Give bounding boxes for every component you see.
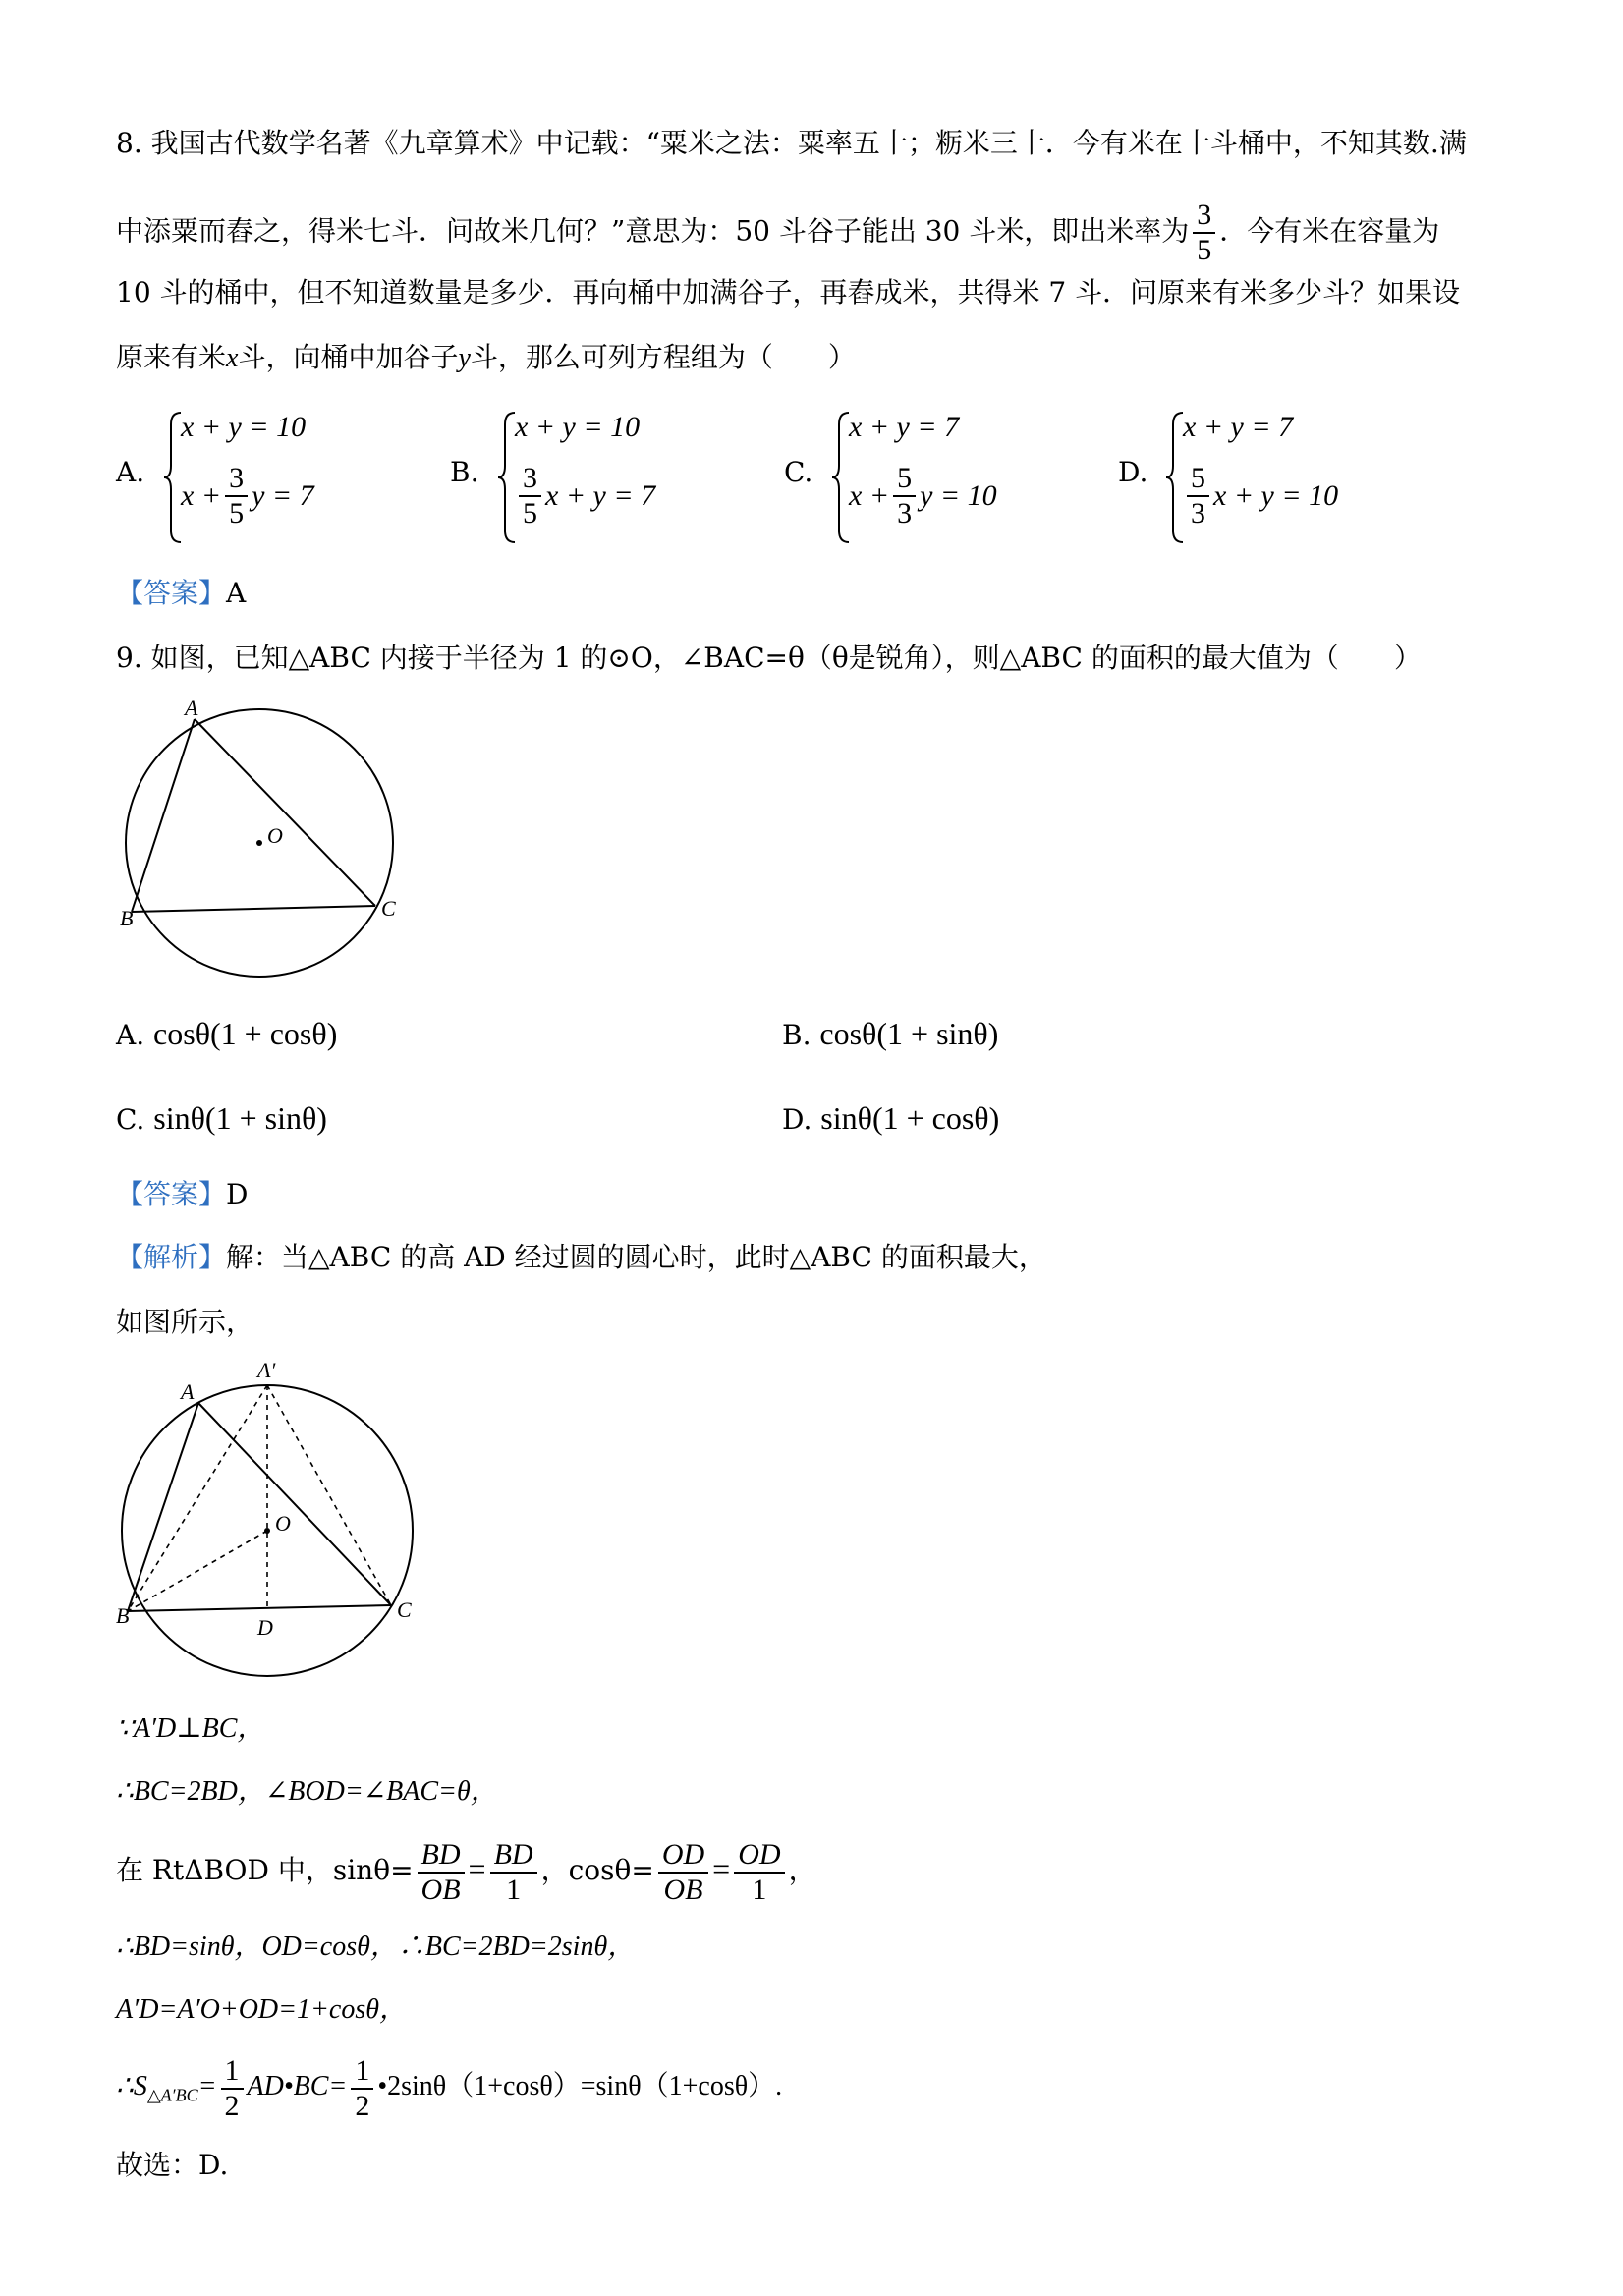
num: BD [490, 1838, 537, 1874]
den: 2 [355, 2089, 370, 2122]
q9-option-d[interactable] [782, 1098, 999, 1140]
eq2-num: 3 [519, 462, 541, 497]
equation-2 [181, 462, 314, 531]
q8-line-1: 8. 我国古代数学名著《九章算术》中记载：“粟米之法：粟率五十；粝米三十．今有米在十斗桶中，不知其数.满 [116, 127, 1467, 159]
eq2-num: 5 [893, 462, 916, 497]
equation-2 [849, 462, 997, 531]
brace-icon [1165, 411, 1185, 544]
dashed-a2b [128, 1385, 267, 1611]
answer-label: 【答案】 [116, 1178, 227, 1210]
label-c: C [397, 1597, 412, 1622]
den: OB [420, 1873, 461, 1906]
answer-label: 【答案】 [116, 577, 227, 609]
q8-rate-denominator: 5 [1197, 234, 1212, 266]
label-a-prime: A′ [257, 1358, 276, 1382]
option-letter: A. [116, 456, 145, 488]
side-bc [132, 906, 375, 912]
eq2-pre: x + [181, 479, 222, 512]
option-expr: sinθ(1 + cosθ) [820, 1100, 1000, 1136]
label-b: B [120, 906, 134, 930]
q9-as-shown: 如图所示， [116, 1306, 254, 1338]
q9-analysis [116, 1238, 1046, 1277]
q8-line-2-tail: ．今有米在容量为 [1219, 214, 1440, 248]
num: OD [658, 1838, 708, 1874]
option-expr: cosθ(1 + cosθ) [153, 1016, 338, 1051]
side-ac [198, 1403, 391, 1605]
num: OD [734, 1838, 784, 1874]
option-letter: A. [116, 1019, 145, 1051]
fraction-od-1 [734, 1838, 784, 1907]
step3-b: ，cosθ= [540, 1854, 654, 1886]
brace-icon [163, 411, 183, 544]
eq2-den: 5 [229, 497, 245, 530]
equals-sign: = [712, 1851, 731, 1886]
q9-answer [116, 1175, 248, 1214]
fraction-bd-1 [490, 1838, 537, 1907]
eq2-fraction [893, 462, 916, 531]
option-letter: B. [782, 1019, 812, 1051]
q9-option-b[interactable] [782, 1014, 998, 1055]
q8-var-y: y [458, 343, 471, 373]
dashed-ob [128, 1531, 267, 1611]
equation-2 [1183, 462, 1338, 531]
step6-d: •2sinθ（1+cosθ）=sinθ（1+cosθ）. [377, 2071, 783, 2101]
num: 1 [351, 2054, 373, 2090]
q9-figure-2 [110, 1356, 424, 1680]
eq2-post: y = 7 [252, 479, 314, 512]
option-letter: C. [116, 1103, 145, 1136]
eq2-post: y = 10 [920, 479, 997, 512]
equation-1: x + y = 10 [515, 411, 641, 443]
q8-var-x: x [226, 343, 239, 373]
q9-step-1: ∵A′D⊥BC， [116, 1713, 265, 1744]
eq2-fraction [519, 462, 541, 531]
q9-step-5: A′D=A′O+OD=1+cosθ， [116, 1994, 407, 2025]
q8-answer [116, 574, 246, 613]
equals-sign: = [468, 1851, 486, 1886]
label-o: O [267, 823, 283, 848]
fraction-half-1 [221, 2054, 244, 2123]
q9-option-c[interactable] [116, 1098, 327, 1140]
fraction-bd-ob [418, 1838, 465, 1907]
q9-conclusion: 故选：D. [116, 2149, 229, 2181]
den: 1 [752, 1873, 767, 1906]
q9-stem: 9. 如图，已知△ABC 内接于半径为 1 的⊙O，∠BAC=θ（θ是锐角），则△ABC 的面积的最大值为（ ） [116, 642, 1422, 674]
q8-rate-fraction [1193, 198, 1215, 267]
center-point [256, 840, 262, 846]
eq2-pre: x + [849, 479, 890, 512]
option-expr: sinθ(1 + sinθ) [153, 1100, 327, 1136]
step6-b: = [197, 2071, 217, 2101]
q9-step-6 [116, 2047, 782, 2126]
label-a: A [185, 698, 198, 720]
den: 1 [506, 1873, 522, 1906]
den: OB [663, 1873, 703, 1906]
q8-line-4 [116, 338, 856, 378]
side-bc [128, 1605, 391, 1611]
step3-c: ， [788, 1854, 816, 1886]
step6-a: ∴S [116, 2071, 147, 2101]
label-c: C [381, 896, 396, 921]
q8-rate-numerator: 3 [1193, 198, 1215, 234]
analysis-text: 解：当△ABC 的高 AD 经过圆的圆心时，此时△ABC 的面积最大， [226, 1241, 1046, 1273]
label-d: D [257, 1615, 273, 1640]
side-ab [132, 719, 195, 912]
step6-c: AD•BC= [247, 2071, 348, 2101]
q8-line-2-text: 中添粟而舂之，得米七斗．问故米几何？”意思为：50 斗谷子能出 30 斗米，即出米率为 [116, 214, 1190, 248]
fraction-half-2 [351, 2054, 373, 2123]
label-b: B [116, 1603, 130, 1628]
step3-a: 在 RtΔBOD 中，sinθ= [116, 1854, 414, 1886]
eq2-post: x + y = 7 [545, 479, 656, 512]
equation-1: x + y = 7 [1183, 411, 1294, 443]
q9-step-2: ∴BC=2BD，∠BOD=∠BAC=θ， [116, 1776, 498, 1807]
q8-line-2 [116, 198, 1439, 267]
answer-value: A [226, 577, 247, 609]
option-letter: D. [1118, 456, 1148, 488]
fraction-od-ob [658, 1838, 708, 1907]
option-letter: C. [784, 456, 813, 488]
label-a: A [181, 1379, 195, 1404]
center-point [264, 1528, 270, 1534]
q8-line-4-a: 原来有米 [116, 341, 227, 373]
q9-option-a[interactable] [116, 1014, 337, 1055]
side-ac [195, 719, 375, 906]
eq2-den: 3 [1191, 497, 1205, 530]
analysis-label: 【解析】 [116, 1241, 227, 1273]
eq2-fraction [225, 462, 248, 531]
side-ab [128, 1403, 198, 1611]
eq2-num: 5 [1187, 462, 1209, 497]
eq2-num: 3 [225, 462, 248, 497]
num: 1 [221, 2054, 244, 2090]
q8-line-3: 10 斗的桶中，但不知道数量是多少．再向桶中加满谷子，再舂成米，共得米 7 斗．问原来有米多少斗？如果设 [116, 276, 1461, 308]
eq2-den: 3 [897, 497, 913, 530]
q8-line-4-b: 斗，向桶中加谷子 [238, 341, 459, 373]
brace-icon [497, 411, 517, 544]
q9-step-4: ∴BD=sinθ，OD=cosθ，∴BC=2BD=2sinθ， [116, 1932, 636, 1962]
q8-line-4-c: 斗，那么可列方程组为（ ） [470, 341, 856, 373]
step6-subscript: △A′BC [146, 2085, 198, 2105]
option-expr: cosθ(1 + sinθ) [819, 1016, 999, 1051]
answer-value: D [226, 1178, 249, 1210]
equation-1: x + y = 10 [181, 411, 307, 443]
eq2-den: 5 [523, 497, 537, 530]
label-o: O [275, 1511, 291, 1536]
eq2-post: x + y = 10 [1213, 479, 1339, 512]
q9-step-3 [116, 1829, 816, 1908]
q9-figure-1 [116, 698, 411, 982]
equation-2 [515, 462, 655, 531]
den: 2 [224, 2089, 240, 2122]
brace-icon [831, 411, 851, 544]
option-letter: B. [450, 456, 479, 488]
option-letter: D. [782, 1103, 812, 1136]
equation-1: x + y = 7 [849, 411, 960, 443]
eq2-fraction [1187, 462, 1209, 531]
num: BD [418, 1838, 465, 1874]
